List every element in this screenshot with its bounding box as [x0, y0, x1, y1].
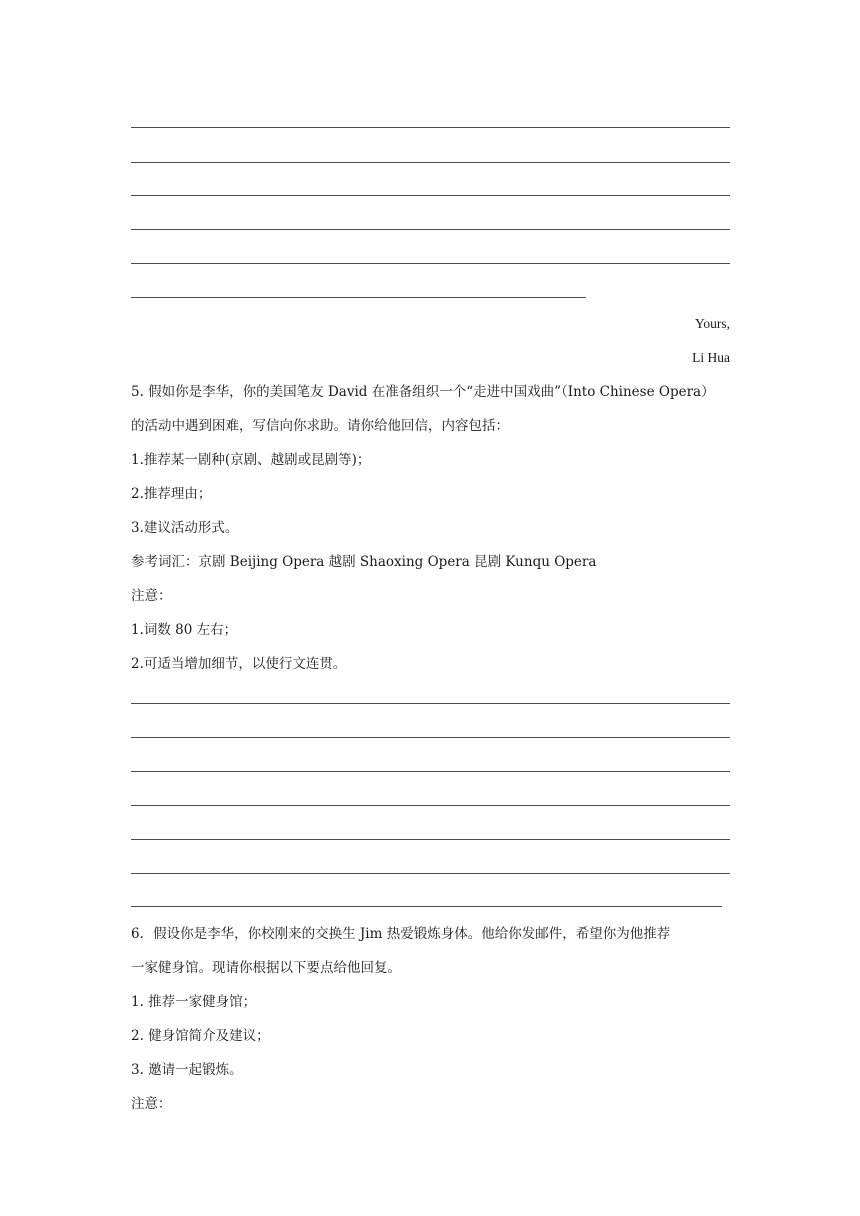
q6-prompt-line-1: 6．假设你是李华，你校刚来的交换生 Jim 热爱锻炼身体。他给你发邮件，希望你为他推荐: [131, 926, 671, 942]
q6-item-2: 2. 健身馆简介及建议；: [131, 1028, 270, 1044]
writing-line: [131, 229, 730, 230]
letter-closing: Yours,: [694, 316, 730, 331]
q5-item-3: 3.建议活动形式。: [131, 520, 239, 536]
q5-prompt-line-2: 的活动中遇到困难，写信向你求助。请你给他回信，内容包括：: [131, 418, 509, 434]
writing-line-short: [131, 297, 586, 298]
writing-line: [131, 127, 730, 128]
q6-item-3: 3. 邀请一起锻炼。: [131, 1062, 243, 1078]
letter-signature: Li Hua: [692, 350, 730, 365]
q6-note-title: 注意：: [131, 1096, 172, 1112]
q5-prompt-line-1: 5. 假如你是李华，你的美国笔友 David 在准备组织一个“走进中国戏曲”（Into Chinese Opera）: [131, 384, 715, 400]
q5-vocabulary: 参考词汇：京剧 Beijing Opera 越剧 Shaoxing Opera 昆剧 Kunqu Opera: [131, 554, 597, 570]
writing-line: [131, 771, 730, 772]
writing-line: [131, 805, 730, 806]
writing-line-short: [131, 906, 722, 907]
q6-prompt-line-2: 一家健身馆。现请你根据以下要点给他回复。: [131, 960, 401, 976]
writing-line: [131, 737, 730, 738]
q5-note-2: 2.可适当增加细节，以使行文连贯。: [131, 656, 347, 672]
q5-note-title: 注意：: [131, 588, 172, 604]
q5-note-1: 1.词数 80 左右；: [131, 622, 238, 638]
writing-line: [131, 162, 730, 163]
writing-line: [131, 703, 730, 704]
writing-line: [131, 873, 730, 874]
writing-line: [131, 839, 730, 840]
writing-line: [131, 263, 730, 264]
q5-item-2: 2.推荐理由；: [131, 486, 212, 502]
q5-item-1: 1.推荐某一剧种(京剧、越剧或昆剧等)；: [131, 452, 371, 468]
q6-item-1: 1. 推荐一家健身馆；: [131, 994, 257, 1010]
writing-line: [131, 195, 730, 196]
